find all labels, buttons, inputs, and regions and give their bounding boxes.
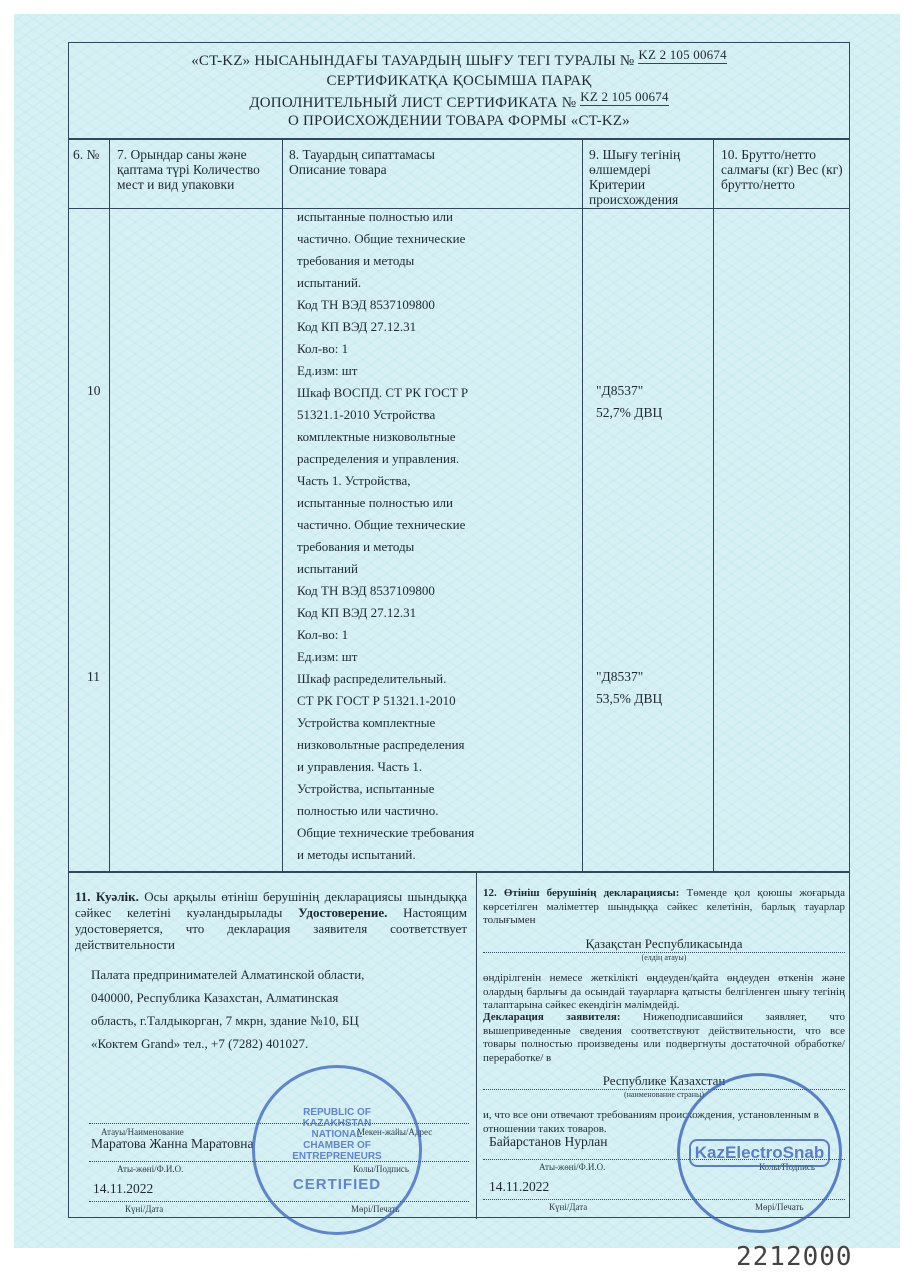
label-address: Мекен-жайы/Адрес bbox=[357, 1127, 433, 1137]
section11-kz-heading: 11. Куәлік. bbox=[75, 889, 139, 904]
label-stamp: Мөрі/Печать bbox=[351, 1204, 400, 1214]
country-kz: Қазақстан Республикасында bbox=[585, 936, 743, 951]
section12-ru-block bbox=[483, 1011, 845, 1065]
description-line: Код ТН ВЭД 8537109800 bbox=[297, 583, 435, 598]
label-name: Атауы/Наименование bbox=[101, 1127, 184, 1137]
country-ru: Республике Казахстан bbox=[602, 1073, 726, 1088]
chamber-stamp-text: REPUBLIC OF KAZAKHSTAN NATIONAL CHAMBER OF ENTREPRENEURS bbox=[292, 1107, 382, 1162]
description-line: 51321.1-2010 Устройства bbox=[297, 407, 436, 422]
row-11-criterion-code: "Д8537" bbox=[596, 669, 644, 684]
section11-text bbox=[75, 889, 467, 953]
description-line: Шкаф ВОСПД. СТ РК ГОСТ Р bbox=[297, 385, 469, 400]
section11-signer: Маратова Жанна Маратовна bbox=[91, 1136, 254, 1151]
table-bottom-border bbox=[69, 871, 849, 873]
row-10-criterion-code: "Д8537" bbox=[596, 383, 644, 398]
description-line: низковольтные распределения bbox=[297, 737, 465, 752]
section12-ru-text2: и, что все они отвечают требованиям происхождения, установленным в отношении таких товаров. bbox=[483, 1109, 819, 1135]
section12-heading: 12. Өтініш берушінің декларациясы: bbox=[483, 887, 680, 899]
description-line: СТ РК ГОСТ Р 51321.1-2010 bbox=[297, 693, 456, 708]
label-date: Күні/Дата bbox=[125, 1204, 164, 1214]
section12-signer: Байарстанов Нурлан bbox=[489, 1134, 608, 1149]
title-ru-line bbox=[69, 89, 849, 112]
section12-label-sign: Колы/Подпись bbox=[759, 1162, 816, 1172]
subtitle-ru: О ПРОИСХОЖДЕНИИ ТОВАРА ФОРМЫ «CT-KZ» bbox=[288, 113, 630, 129]
title-kz-line bbox=[69, 47, 849, 70]
row-11-criterion-value: 53,5% ДВЦ bbox=[596, 691, 663, 706]
org-line: Палата предпринимателей Алматинской области, bbox=[91, 967, 365, 982]
description-line: полностью или частично. bbox=[297, 803, 439, 818]
section11-ru-text: Настоящим удостоверяется, что декларация заявителя соответствует действительности bbox=[75, 905, 467, 952]
description-line: Устройства, испытанные bbox=[297, 781, 435, 796]
description-line: требования и методы bbox=[297, 539, 415, 554]
description-line: Часть 1. Устройства, bbox=[297, 473, 411, 488]
section11-kz-text: Осы арқылы өтініш берушінің декларациясы шындыққа сәйкес келетіні куәландырылады bbox=[75, 889, 467, 920]
description-line: испытанные полностью или bbox=[297, 209, 453, 224]
org-line: «Коктем Grand» тел., +7 (7282) 401027. bbox=[91, 1036, 309, 1051]
label-country-ru: (наименование страны) bbox=[623, 1090, 705, 1099]
company-stamp-text: KazElectroSnab bbox=[689, 1139, 830, 1167]
section12-label-date: Күні/Дата bbox=[549, 1202, 588, 1212]
description-line: Шкаф распределительный. bbox=[297, 671, 447, 686]
section12-ru-text: Нижеподписавшийся заявляет, что вышеприведенные сведения соответствуют действительности, что все товары полностью произведены или подвергнуты достаточной обработке/переработке/ в bbox=[483, 1011, 846, 1064]
description-line: требования и методы bbox=[297, 253, 415, 268]
title-kz: «CT-KZ» НЫСАНЫНДАҒЫ ТАУАРДЫҢ ШЫҒУ ТЕГІ ТУРАЛЫ № bbox=[191, 53, 635, 69]
serial-number: 2212000 bbox=[736, 1242, 853, 1272]
col-header-criteria: 9. Шығу тегінің өлшемдері Критерии происхождения bbox=[589, 147, 681, 207]
description-line: испытаний. bbox=[297, 275, 362, 290]
row-10-criterion-value: 52,7% ДВЦ bbox=[596, 405, 663, 420]
section12-date: 14.11.2022 bbox=[489, 1179, 550, 1194]
col-divider-2 bbox=[282, 138, 283, 871]
row-11-number: 11 bbox=[87, 669, 100, 684]
col-divider-3 bbox=[582, 138, 583, 871]
section12-kz-text2: өндірілгенін немесе жеткілікті өңдеуден/қайта өңдеуден өткенін және олардың барлығы да осындай тауарларға қатысты белгіленген шығу тегінің талаптарына сәйкес екендігін мәлімдейді. bbox=[483, 972, 845, 1011]
section12-kz-text: Төменде қол қоюшы жоғарыда көрсетілген мәліметтер шындыққа сәйкес келетінін, барлық тауарлар толығымен bbox=[483, 887, 845, 926]
description-line: Общие технические требования bbox=[297, 825, 475, 840]
cert-number-bottom: KZ 2 105 00674 bbox=[580, 89, 669, 104]
label-country-kz: (елдің атауы) bbox=[641, 953, 687, 962]
description-line: Ед.изм: шт bbox=[297, 649, 358, 664]
section12-ru-heading: Декларация заявителя: bbox=[483, 1011, 621, 1023]
section-divider bbox=[476, 871, 477, 1219]
description-line: Кол-во: 1 bbox=[297, 341, 349, 356]
description-line: Код КП ВЭД 27.12.31 bbox=[297, 319, 417, 334]
col-header-number: 6. № bbox=[73, 147, 100, 162]
col-header-description: 8. Тауардың сипаттамасы Описание товара bbox=[289, 147, 435, 177]
org-line: 040000, Республика Казахстан, Алматинская bbox=[91, 990, 339, 1005]
col-divider-1 bbox=[109, 138, 110, 871]
label-fio: Аты-жөні/Ф.И.О. bbox=[117, 1164, 184, 1174]
label-sign: Колы/Подпись bbox=[353, 1164, 410, 1174]
certificate-frame bbox=[68, 42, 850, 1218]
description-line: частично. Общие технические bbox=[297, 517, 466, 532]
description-line: комплектные низковольтные bbox=[297, 429, 456, 444]
description-line: и методы испытаний. bbox=[297, 847, 416, 862]
section11-ru-heading: Удостоверение. bbox=[298, 905, 388, 920]
description-line: и управления. Часть 1. bbox=[297, 759, 423, 774]
subtitle-kz: СЕРТИФИКАТҚА ҚОСЫМША ПАРАҚ bbox=[326, 73, 592, 89]
chamber-stamp-certified: CERTIFIED bbox=[292, 1176, 382, 1193]
description-list bbox=[297, 206, 581, 866]
title-ru: ДОПОЛНИТЕЛЬНЫЙ ЛИСТ СЕРТИФИКАТА № bbox=[249, 95, 577, 111]
section11-org bbox=[91, 963, 471, 1055]
col-header-weight: 10. Брутто/нетто салмағы (кг) Вес (кг) брутто/нетто bbox=[721, 147, 843, 192]
description-line: частично. Общие технические bbox=[297, 231, 466, 246]
section12-label-stamp: Мөрі/Печать bbox=[755, 1202, 804, 1212]
description-line: Ед.изм: шт bbox=[297, 363, 358, 378]
section12-text bbox=[483, 887, 845, 928]
table-top-border bbox=[69, 138, 849, 140]
description-line: Код КП ВЭД 27.12.31 bbox=[297, 605, 417, 620]
col-header-packages: 7. Орындар саны және қаптама түрі Количество мест и вид упаковки bbox=[117, 147, 260, 192]
description-line: испытанные полностью или bbox=[297, 495, 453, 510]
description-line: распределения и управления. bbox=[297, 451, 460, 466]
description-line: Код ТН ВЭД 8537109800 bbox=[297, 297, 435, 312]
section11-date: 14.11.2022 bbox=[93, 1181, 154, 1196]
row-10-number: 10 bbox=[87, 383, 101, 398]
org-line: область, г.Талдыкорган, 7 мкрн, здание №10, БЦ bbox=[91, 1013, 359, 1028]
company-stamp bbox=[677, 1073, 842, 1233]
description-line: Устройства комплектные bbox=[297, 715, 436, 730]
chamber-stamp bbox=[252, 1065, 422, 1235]
description-line: Кол-во: 1 bbox=[297, 627, 349, 642]
col-divider-4 bbox=[713, 138, 714, 871]
description-line: испытаний bbox=[297, 561, 358, 576]
cert-number-top: KZ 2 105 00674 bbox=[638, 47, 727, 62]
section12-label-fio: Аты-жөні/Ф.И.О. bbox=[539, 1162, 606, 1172]
